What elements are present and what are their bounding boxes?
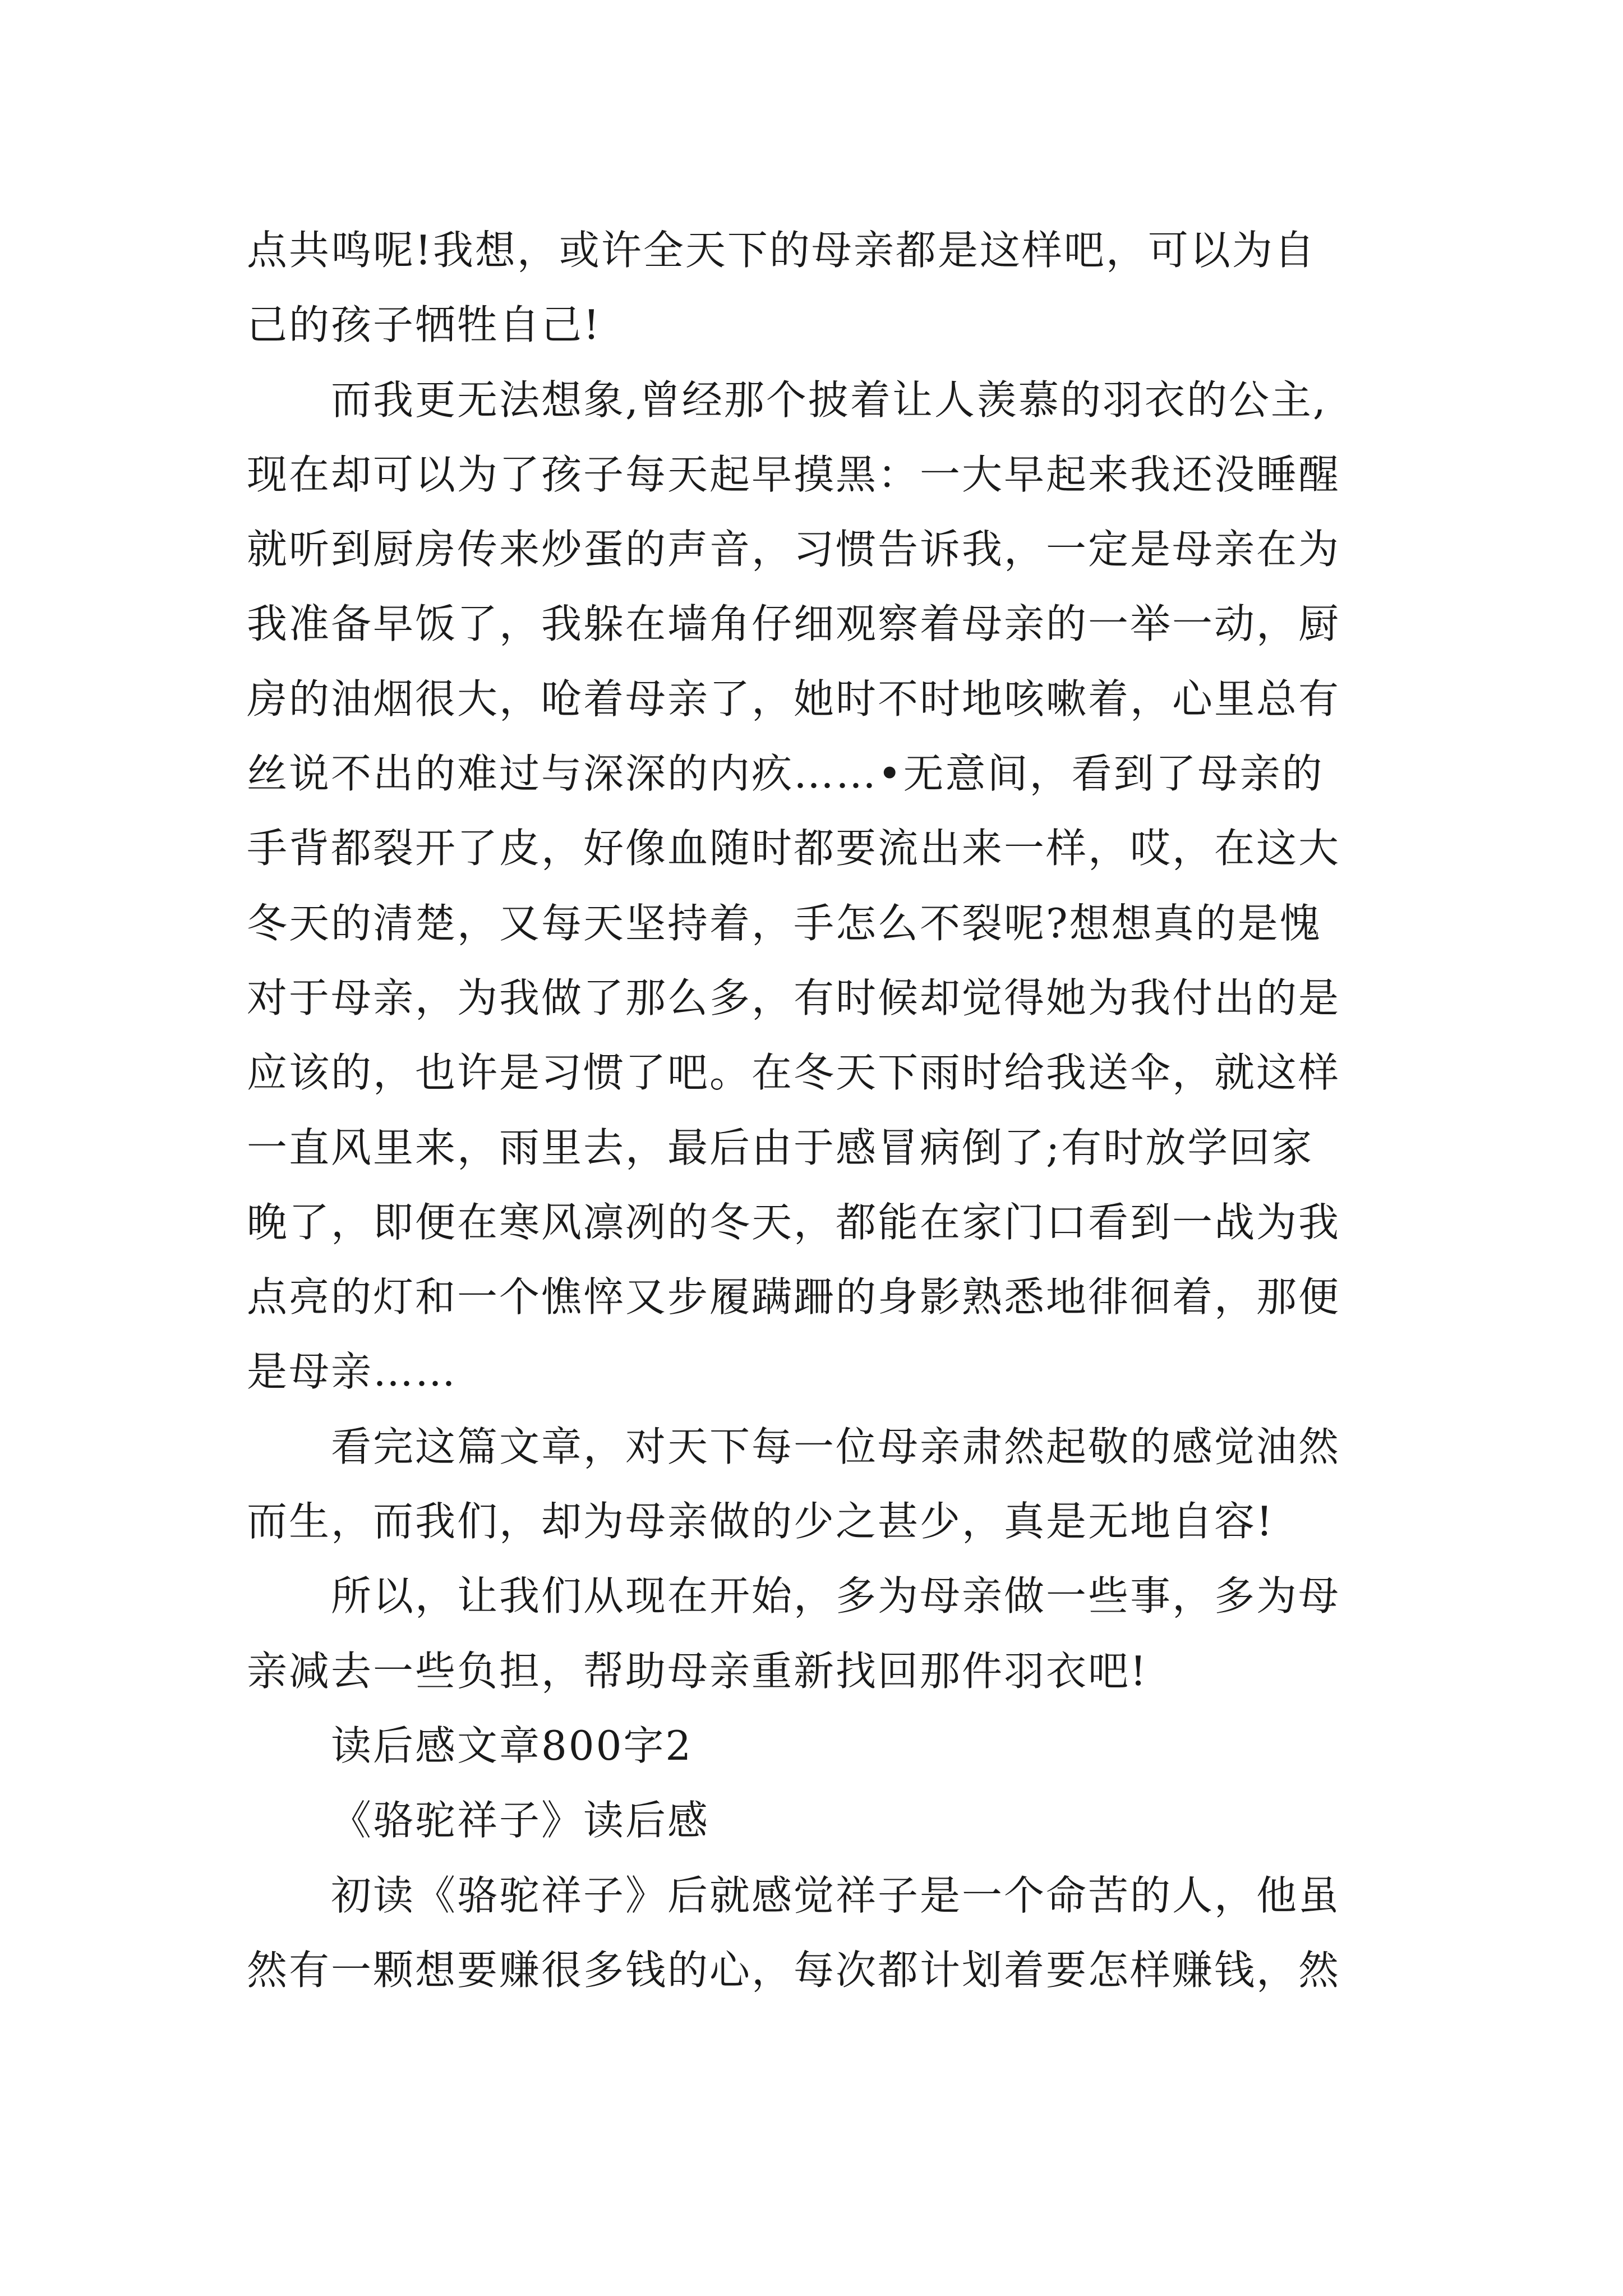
text-line: 初读《骆驼祥子》后就感觉祥子是一个命苦的人，他虽 — [331, 1871, 1341, 1919]
text-line: 手背都裂开了皮，好像血随时都要流出来一样，哎，在这大 — [247, 825, 1341, 872]
text-line: 我准备早饭了，我躲在墙角仔细观察着母亲的一举一动，厨 — [247, 600, 1341, 648]
text-line: 就听到厨房传来炒蛋的声音，习惯告诉我，一定是母亲在为 — [247, 526, 1341, 573]
text-line: 点亮的灯和一个憔悴又步履蹒跚的身影熟悉地徘徊着，那便 — [247, 1273, 1341, 1321]
text-line: 看完这篇文章，对天下每一位母亲肃然起敬的感觉油然 — [331, 1423, 1341, 1470]
text-line: 一直风里来，雨里去，最后由于感冒病倒了;有时放学回家 — [247, 1124, 1314, 1171]
text-line: 晚了，即便在寒风凛冽的冬天，都能在家门口看到一战为我 — [247, 1198, 1341, 1246]
text-line: 而我更无法想象,曾经那个披着让人羡慕的羽衣的公主, — [331, 376, 1327, 424]
text-line: 应该的，也许是习惯了吧。在冬天下雨时给我送伞，就这样 — [247, 1049, 1341, 1097]
text-line: 所以，让我们从现在开始，多为母亲做一些事，多为母 — [331, 1572, 1341, 1620]
text-line: 己的孩子牺牲自己! — [247, 301, 601, 349]
text-line: 房的油烟很大，呛着母亲了，她时不时地咳嗽着，心里总有 — [247, 675, 1341, 723]
text-line: 是母亲…… — [247, 1348, 458, 1396]
text-line: 对于母亲，为我做了那么多，有时候却觉得她为我付出的是 — [247, 974, 1341, 1022]
text-line: 现在却可以为了孩子每天起早摸黑：一大早起来我还没睡醒 — [247, 450, 1341, 498]
text-line: 点共鸣呢!我想，或许全天下的母亲都是这样吧，可以为自 — [247, 227, 1316, 274]
text-line: 读后感文章800字2 — [331, 1722, 693, 1769]
text-line: 丝说不出的难过与深深的内疚……•无意间，看到了母亲的 — [247, 750, 1324, 798]
text-line: 而生，而我们，却为母亲做的少之甚少，真是无地自容! — [247, 1498, 1274, 1545]
document-body — [247, 213, 1413, 2008]
text-line: 《骆驼祥子》读后感 — [331, 1797, 710, 1844]
text-line: 然有一颗想要赚很多钱的心，每次都计划着要怎样赚钱，然 — [247, 1946, 1341, 1994]
text-line: 冬天的清楚，又每天坚持着，手怎么不裂呢?想想真的是愧 — [247, 899, 1322, 947]
text-line: 亲减去一些负担，帮助母亲重新找回那件羽衣吧! — [247, 1647, 1148, 1695]
